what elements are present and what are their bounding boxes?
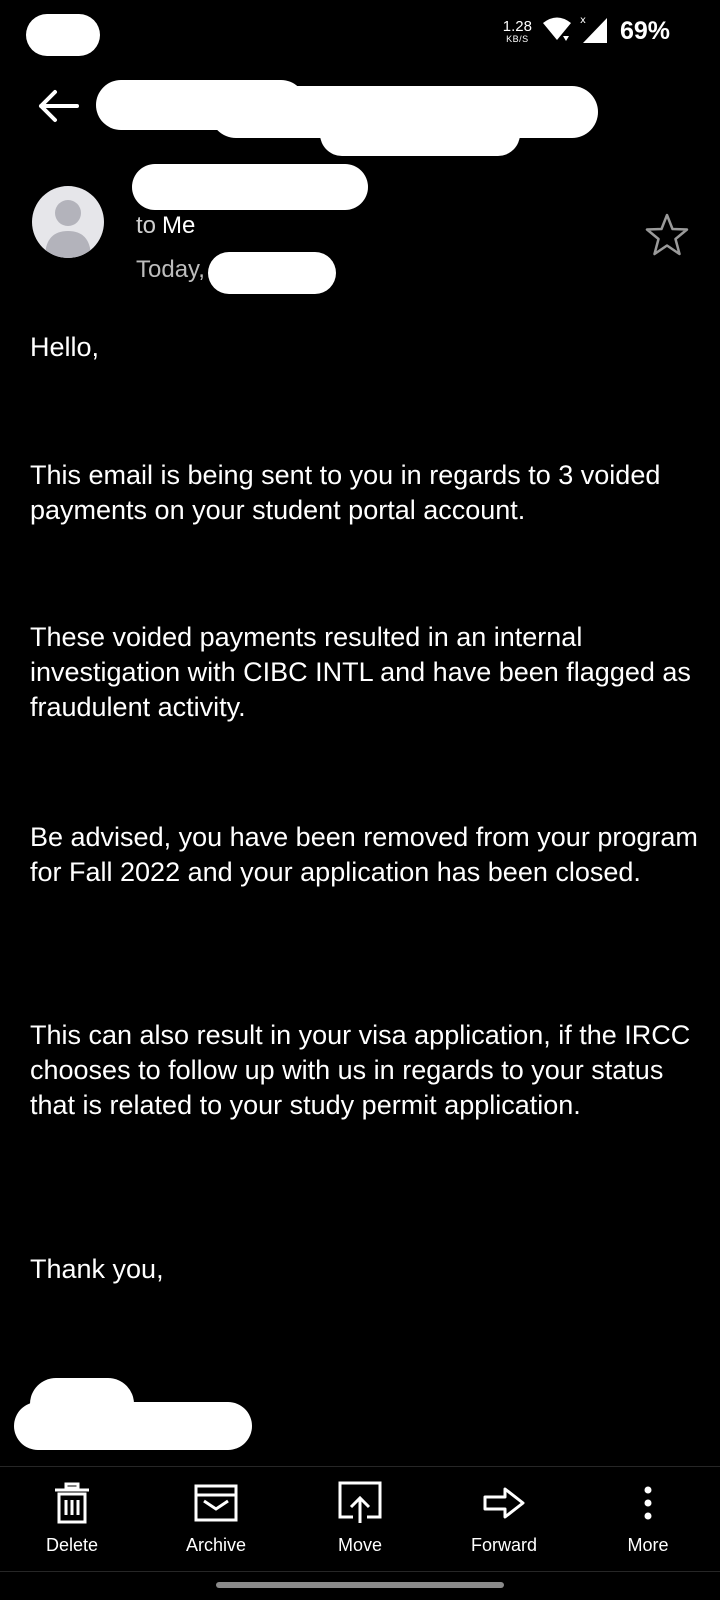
- network-speed: [503, 19, 532, 44]
- email-paragraph: This email is being sent to you in regards to 3 voided payments on your student portal account.: [30, 460, 661, 525]
- network-speed-value: 1.28: [502, 17, 532, 35]
- status-bar: [0, 0, 720, 60]
- delete-label: Delete: [45, 1535, 99, 1555]
- arrow-left-icon: [37, 89, 79, 128]
- back-button[interactable]: [34, 84, 82, 132]
- more-label: More: [627, 1535, 669, 1555]
- archive-label: Archive: [185, 1535, 247, 1555]
- home-indicator[interactable]: [216, 1582, 504, 1588]
- more-vertical-icon: [626, 1481, 670, 1525]
- redacted-sender-name: [132, 164, 368, 210]
- move-button[interactable]: [300, 1481, 420, 1565]
- status-icons: [503, 14, 670, 48]
- recipient-name: Me: [162, 212, 196, 239]
- svg-text:x: x: [579, 14, 586, 26]
- archive-button[interactable]: [156, 1481, 276, 1565]
- forward-button[interactable]: [444, 1481, 564, 1565]
- battery-percent: 69%: [619, 16, 670, 45]
- redacted-area: [26, 14, 100, 56]
- email-paragraph: Be advised, you have been removed from your program for Fall 2022 and your application has been closed.: [30, 822, 698, 887]
- forward-label: Forward: [470, 1535, 537, 1555]
- move-icon: [338, 1481, 382, 1525]
- archive-icon: [194, 1481, 238, 1525]
- star-icon: [644, 245, 690, 262]
- move-label: Move: [337, 1535, 382, 1555]
- redacted-date: [208, 252, 336, 294]
- trash-icon: [50, 1481, 94, 1525]
- signal-icon: [580, 14, 608, 49]
- network-speed-unit: KB/S: [506, 33, 529, 44]
- date-prefix: Today,: [136, 256, 205, 283]
- date-line: [136, 256, 205, 284]
- wifi-icon: [542, 16, 572, 47]
- more-button[interactable]: [588, 1481, 708, 1565]
- recipient-prefix: to: [136, 212, 157, 239]
- email-paragraph: Hello,: [30, 332, 100, 362]
- bottom-toolbar: [0, 1466, 720, 1572]
- star-button[interactable]: [644, 212, 690, 258]
- recipient-line[interactable]: [136, 212, 195, 240]
- redacted-signature: [14, 1402, 252, 1450]
- email-paragraph: Thank you,: [30, 1254, 164, 1284]
- email-paragraph: This can also result in your visa application, if the IRCC chooses to follow up with us in regards to your status that is related to your study permit application.: [30, 1020, 691, 1120]
- avatar[interactable]: [32, 186, 104, 258]
- forward-icon: [482, 1481, 526, 1525]
- delete-button[interactable]: [12, 1481, 132, 1565]
- redacted-subject: [320, 112, 520, 156]
- email-paragraph: These voided payments resulted in an internal investigation with CIBC INTL and have been flagged as fraudulent activity.: [30, 622, 691, 722]
